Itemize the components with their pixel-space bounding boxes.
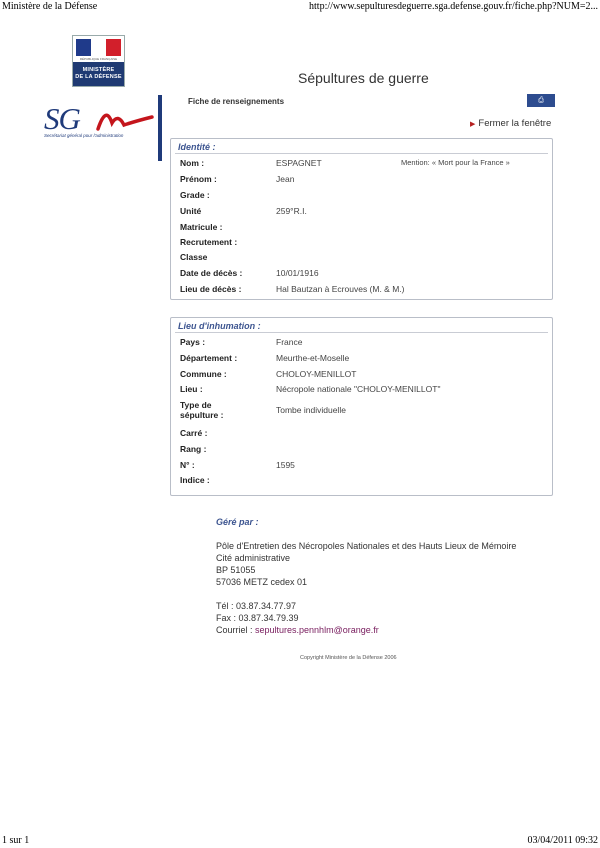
print-footer-date: 03/04/2011 09:32 — [527, 835, 598, 846]
sga-logo-text: SG — [44, 101, 80, 136]
managed-by-address: BP 51055 — [216, 565, 256, 575]
managed-by-fax: Fax : 03.87.34.79.39 — [216, 613, 299, 623]
sga-logo-subtitle: Secrétariat général pour l'administration — [44, 133, 124, 138]
managed-by-title: Géré par : — [216, 517, 259, 527]
mention-text: Mention: « Mort pour la France » — [401, 158, 510, 167]
email-label: Courriel : — [216, 625, 256, 635]
printer-icon[interactable]: ⎙ — [527, 94, 555, 107]
burial-panel: Lieu d'inhumation : Pays : France Département : Meurthe-et-Moselle Commune : CHOLOY-MENILLOT Lieu : Nécropole nationale "CHOLOY-MENILLOT" Type de sépulture : Tombe individuelle Carré : Rang : N° : 1595 Indice : — [170, 317, 553, 496]
close-window-link[interactable]: ▶ Fermer la fenêtre — [470, 118, 552, 129]
managed-by-org: Pôle d'Entretien des Nécropoles Nationales et des Hauts Lieux de Mémoire — [216, 541, 517, 551]
identity-title: Identité : — [178, 142, 216, 152]
managed-by-tel: Tél : 03.87.34.77.97 — [216, 601, 297, 611]
managed-by-address: Cité administrative — [216, 553, 291, 563]
managed-by-address: 57036 METZ cedex 01 — [216, 577, 308, 587]
arrow-right-icon: ▶ — [470, 121, 476, 128]
french-flag-icon — [76, 39, 121, 56]
copyright: Copyright Ministère de la Défense 2006 — [300, 655, 397, 661]
email-link[interactable]: sepultures.pennhlm@orange.fr — [255, 625, 379, 635]
print-header-title: Ministère de la Défense — [2, 1, 98, 12]
sga-logo — [40, 95, 162, 161]
fiche-label: Fiche de renseignements — [188, 97, 285, 106]
ministry-logo-text: MINISTÈRE DE LA DÉFENSE — [73, 62, 124, 86]
page-title: Sépultures de guerre — [298, 70, 429, 86]
print-header-url: http://www.sepulturesdeguerre.sga.defense.gouv.fr/fiche.php?NUM=2... — [309, 1, 598, 12]
ministry-logo-rf: RÉPUBLIQUE FRANÇAISE — [79, 57, 118, 61]
managed-by-email-line — [216, 625, 379, 635]
print-footer-pages: 1 sur 1 — [2, 835, 30, 846]
burial-title: Lieu d'inhumation : — [178, 321, 261, 331]
ministry-logo — [72, 35, 125, 87]
identity-panel: Identité : Mention: « Mort pour la France » Nom : ESPAGNET Prénom : Jean Grade : Unité 259°R.I. Matricule : Recrutement : Classe Date de décès : 10/01/1916 Lieu de décès : Hal Bautzan à Ecrouves (M. & M.) — [170, 138, 553, 300]
